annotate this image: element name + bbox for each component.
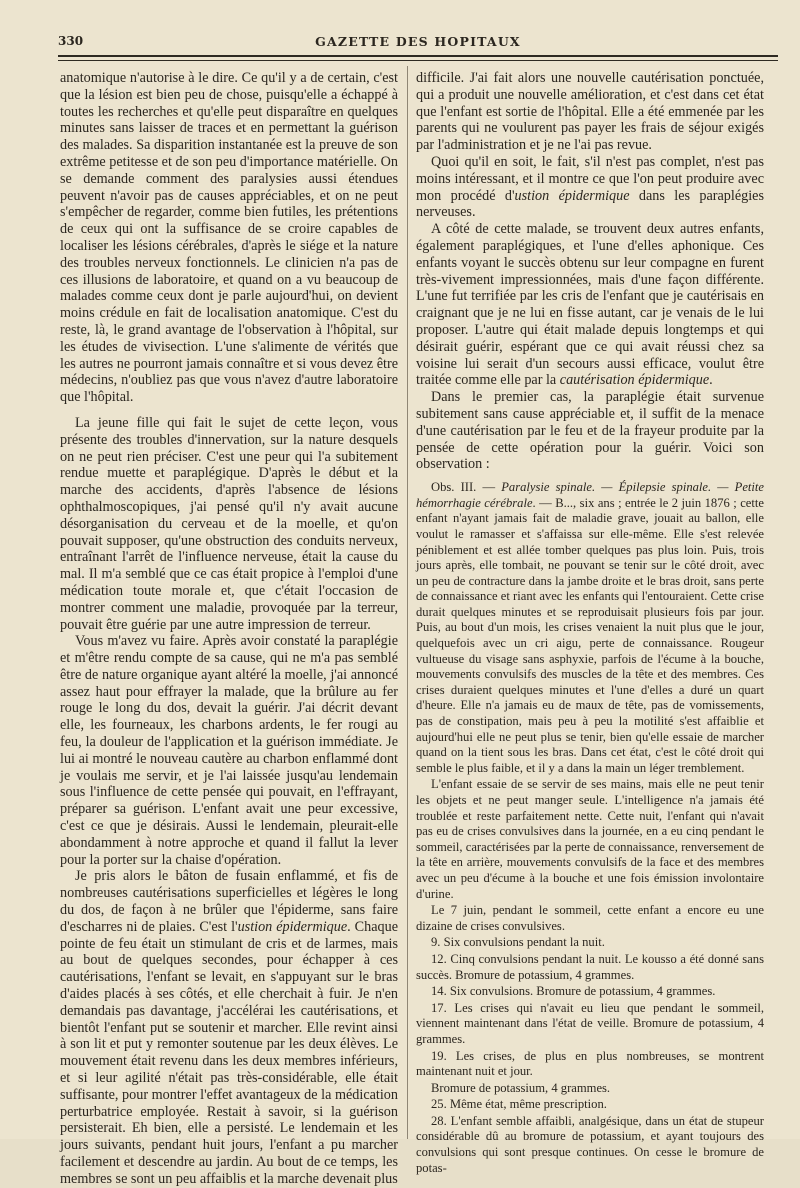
emphasis-text: ustion épidermique: [237, 918, 348, 935]
observation-entry: 12. Cinq convulsions pendant la nuit. Le kousso a été donné sans succès. Bromure de potassium, 4 grammes.: [416, 951, 764, 982]
left-column: [60, 70, 399, 1187]
emphasis-text: cautérisation épidermique: [559, 372, 710, 389]
paragraph: [60, 868, 398, 1187]
observation-entry: 14. Six convulsions. Bromure de potassium, 4 grammes.: [431, 984, 716, 999]
header-rule-thin: [58, 60, 778, 61]
observation-entry: Bromure de potassium, 4 grammes.: [431, 1080, 611, 1095]
paragraph: La jeune fille qui fait le sujet de cette leçon, vous présente des troubles d'innervation, sur la nature desquels on ne peut rien préciser. C'est une peur qui l'a subitement rendue muette et paraplégique. D'après le début et la marche des accidents, d'après l'absence de lésions ophthalmoscopiques, j'ai pensé qu'il n'y avait aucune désorganisation du cerveau et de la moelle, et qu'on pouvait supposer, qu'une obstruction des conduits nerveux, entraînant l'arrêt de l'influence nerveuse, était la cause du mal. Il m'a semblé que ce cas était propice à l'emploi d'une médication toute morale et, que c'était l'occasion de montrer comment une maladie, provoquée par la terreur, pouvait être guérie par une autre impression de terreur.: [60, 414, 398, 633]
paragraph: Vous m'avez vu faire. Après avoir constaté la paraplégie et m'être rendu compte de sa cause, qui ne m'a pas semblé être de nature organique ayant altéré la moelle, j'ai annoncé assez haut pour effrayer la malade, que la brûlure au fer rouge le long du dos, devait la guérir. J'ai décrit devant elle, les fourneaux, les charbons ardents, le fer rougi au feu, la douleur de l'application et la guérison immédiate. Je lui ai montré le nouveau cautère au charbon enflammé dont je voulais me servir, et je l'ai laissée jusqu'au lendemain sous l'influence de cette pensée qui pouvait, en l'effrayant, préparer sa guérison. L'enfant avait une peur excessive, c'est ce que je désirais. Aussi le lendemain, pleurait-elle abondamment à notre approche et quand il fallut la lever pour la porter sur la chaise d'opération.: [60, 633, 398, 868]
page-number: 330: [58, 34, 84, 48]
observation-entry: 17. Les crises qui n'avait eu lieu que pendant le sommeil, viennent maintenant dans l'état de veille. Bromure de potassium, 4 grammes.: [416, 1000, 764, 1046]
running-title: GAZETTE DES HOPITAUX: [315, 34, 521, 49]
observation-title: Paralysie spinale. — Épilepsie spinale. — Petite hémorrhagie cérébrale: [416, 480, 765, 510]
page-header: [58, 30, 778, 56]
observation-paragraph: L'enfant essaie de se servir de ses mains, mais elle ne peut tenir les objets et ne peut manger seule. L'intelligence n'a jamais été troublée et reste parfaitement nette. Cette nuit, l'enfant qui n'avait pas eu de crises convulsives dans la journée, en a eu cinq pendant le sommeil, caractérisées par la perte de connaissance, renversement de la tête en arrière, mouvements convulsifs de la face et des membres avec un peu d'écume à la bouche et une fois émission involontaire d'urine.: [416, 777, 764, 901]
emphasis-text: ustion épidermique: [514, 187, 630, 204]
paragraph-text: . Chaque pointe de feu était un stimulant de cris et de larmes, mais au bout de quelques secondes, pour échapper à ces cautérisations, l'enfant se levait, en s'appuyant sur le bras d'aides placés à ses côtés, et elle cherchait à fuir. Je n'en demandais pas davantage, j'accélérai les cautérisations, et bientôt l'enfant put se soutenir et marcher. Elle revint ainsi à son lit et put y remonter soutenue par les deux élèves. Le mouvement était revenu dans les deux membres inférieurs, et si leur agilité n'était pas très-considérable, elle était suffisante, pour montrer l'effet avantageux de la médication perturbatrice employée. Restait à savoir, si la guérison persisterait. Eh bien, elle a persisté. Le lendemain et les jours suivants, pendant huit jours, l'enfant a pu marcher facilement et descendre au jardin. Au bout de ce temps, les membres se sont un peu affaiblis et la marche devenait plus: [60, 918, 398, 1187]
observation-entry: 9. Six convulsions pendant la nuit.: [431, 935, 605, 950]
paragraph-text: A côté de cette malade, se trouvent deux autres enfants, également paraplégiques, et l'une d'elles aphonique. Ces enfants voyant le succès obtenu sur leur compagne en furent très-vivement impressionnées, mais d'une façon différente. L'une fut terrifiée par les cris de l'enfant que je cautérisais en craignant que je ne lui en fisse autant, car je venais de le lui proposer. L'autre qui était malade depuis longtemps et qui désirait guérir, espérant que ce qui avait réussi chez sa voisine lui serait d'un secours aussi efficace, voulut être traitée comme elle par la: [416, 221, 764, 389]
observation-paragraph: Le 7 juin, pendant le sommeil, cette enfant a encore eu une dizaine de crises convulsives.: [416, 903, 764, 933]
paragraph: Dans le premier cas, la paraplégie était survenue subitement sans cause appréciable et, il suffit de la menace d'une cautérisation par le feu et de la frayeur produite par la pensée de cette opération pour la guérir. Voici son observation :: [416, 389, 764, 473]
paragraph: anatomique n'autorise à le dire. Ce qu'il y a de certain, c'est que la lésion est bien peu de chose, puisqu'elle a échappé à toutes les recherches et qu'elle peut disparaître en quelques minutes sans laisser de traces et en permettant la guérison des malades. Sa disparition instantanée est la preuve de son extrême petitesse et de son peu d'importance matérielle. On se demande comment des paralysies aussi étendues peuvent n'avoir pas de causes appréciables, et on ne peut s'empêcher de regarder, comme bien futiles, les prétentions de ceux qui ont la suffisance de se croire capables de localiser les lésions cérébrales, d'après le siége et la nature des troubles nerveux fonctionnels. Le clinicien n'a pas de ces illusions de laboratoire, et quand on a vu beaucoup de malades comme ceux dont je parle aujourd'hui, on devient moins crédule en fait de localisation anatomique. C'est du reste, là, le grand avantage de l'observation à l'hôpital, sur les études de vivisection. L'une s'alimente de vérités que les autres ne pourront jamais connaître et si vous devez être médecins, n'oubliez pas que vous n'avez d'autre laboratoire que l'hôpital.: [60, 70, 399, 406]
observation-label: Obs. III. —: [431, 480, 502, 495]
observation-entry: 19. Les crises, de plus en plus nombreuses, se montrent maintenant nuit et jour.: [416, 1048, 764, 1079]
paragraph: difficile. J'ai fait alors une nouvelle cautérisation ponctuée, qui a produit une nouvelle amélioration, et c'est dans cet état que l'enfant est sortie de l'hôpital. Elle a été emmenée par les parents qui ne voulurent pas payer les frais de séjour exigés par l'administration et je ne l'ai pas revue.: [416, 70, 764, 154]
paragraph: [416, 221, 764, 389]
paragraph-text: .: [709, 372, 713, 389]
observation-entry: 28. L'enfant semble affaibli, analgésique, dans un état de stupeur considérable dû au bromure de potassium, et ayant toujours des convulsions qui sont presque continues. On cesse le bromure de potas-: [416, 1113, 764, 1175]
header-rule-thick: [58, 55, 778, 57]
paragraph-text: dans les paraplégies nerveuses.: [416, 187, 764, 221]
observation-text: . — B..., six ans ; entrée le 2 juin 1876 ; cette enfant n'ayant jamais fait de maladie grave, jouait au ballon, elle voulut le ramasser et s'affaissa sur elle-même. Elle s'est relevée péniblement et est allée tomber quelques pas plus loin. Puis, trois jours après, elle tombait, ne pouvant se tenir sur le côté droit, avec un peu de contracture dans la jambe droite et le bras droit, sans perte de connaissance et riant avec les enfants qui l'entouraient. Cette crise durait quelques minutes et se reproduisait plusieurs fois par jour. Puis, au bout d'un mois, les crises venaient la nuit plus que le jour, quelquefois avec un cri aigu, perte de connaissance. Rougeur vultueuse du visage sans asphyxie, parfois de l'écume à la bouche, mouvements convulsifs des muscles de la tête et des membres. Ces crises duraient quelques minutes et l'une d'elles a duré un quart d'heure. Elle n'a jamais eu de maux de tête, pas de vomissements, pas de constipation, mais peu à peu la motilité s'est affaiblie et aujourd'hui elle ne peut plus se tenir, bien qu'elle essaie de marcher quand on la tient sous les bras. Dans cet état, c'est le côté droit qui semble le plus faible, et il y a dans la main un léger tremblement.: [416, 495, 764, 775]
column-divider: [407, 66, 408, 1139]
paragraph-text: Je pris alors le bâton de fusain enflammé, et fis de nombreuses cautérisations superficielles et légères le long du dos, de façon à ne brûler que l'épiderme, sans faire d'escharres ni de plaies. C'est l': [60, 868, 398, 935]
observation-heading: [416, 480, 764, 776]
paragraph-text: Quoi qu'il en soit, le fait, s'il n'est pas complet, n'est pas moins intéressant, et il montre ce que l'on peut produire avec mon procédé d': [416, 153, 764, 204]
observation-entry: 25. Même état, même prescription.: [431, 1097, 607, 1112]
right-column: [416, 70, 765, 1175]
paragraph: [416, 154, 764, 221]
